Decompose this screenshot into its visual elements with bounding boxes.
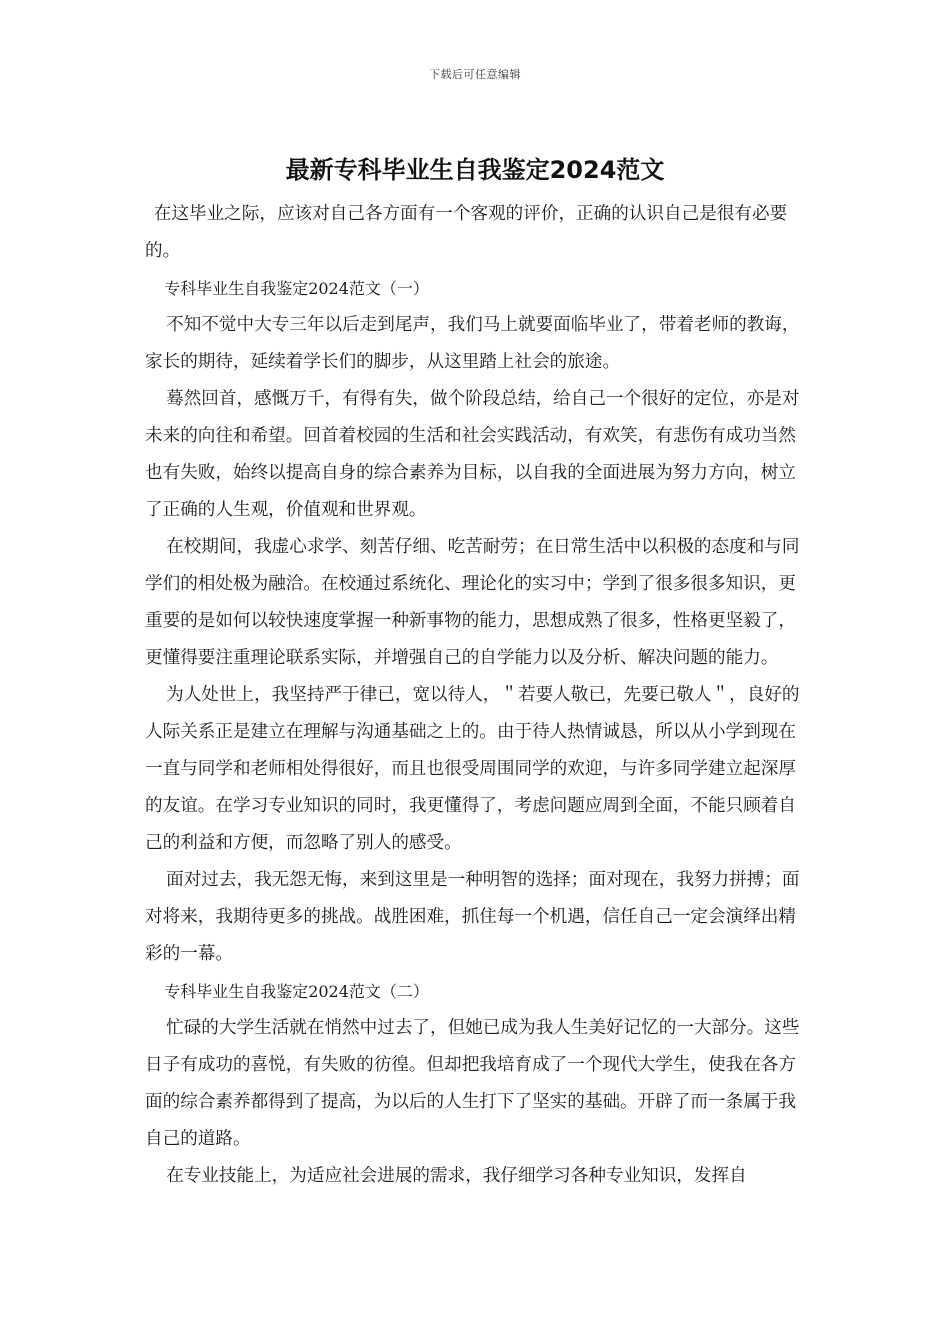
body-paragraph: 蓦然回首，感慨万千，有得有失，做个阶段总结，给自己一个很好的定位，亦是对未来的向往和希望。回首着校园的生活和社会实践活动，有欢笑，有悲伤有成功当然也有失败，始终以提高自身的综合素养为目标，以自我的全面进展为努力方向，树立了正确的人生观，价值观和世界观。	[145, 389, 800, 520]
intro-paragraph: 在这毕业之际，应该对自己各方面有一个客观的评价，正确的认识自己是很有必要的。	[145, 204, 788, 261]
body-paragraph: 不知不觉中大专三年以后走到尾声，我们马上就要面临毕业了，带着老师的教诲，家长的期待，延续着学长们的脚步，从这里踏上社会的旅途。	[145, 315, 800, 372]
body-paragraph: 忙碌的大学生活就在悄然中过去了，但她已成为我人生美好记忆的一大部分。这些日子有成功的喜悦，有失败的彷徨。但却把我培育成了一个现代大学生，使我在各方面的综合素养都得到了提高，为以后的人生打下了坚实的基础。开辟了而一条属于我自己的道路。	[145, 1018, 800, 1149]
section-heading-2: 专科毕业生自我鉴定2024范文（二）	[164, 982, 429, 1001]
body-paragraph: 面对过去，我无怨无悔，来到这里是一种明智的选择；面对现在，我努力拼搏；面对将来，我期待更多的挑战。战胜困难，抓住每一个机遇，信任自己一定会演绎出精彩的一幕。	[145, 870, 800, 964]
body-paragraph: 在校期间，我虚心求学、刻苦仔细、吃苦耐劳；在日常生活中以积极的态度和与同学们的相处极为融洽。在校通过系统化、理论化的实习中；学到了很多很多知识，更重要的是如何以较快速度掌握一种新事物的能力，思想成熟了很多，性格更坚毅了，更懂得要注重理论联系实际，并增强自己的自学能力以及分析、解决问题的能力。	[145, 537, 800, 668]
body-paragraph: 在专业技能上，为适应社会进展的需求，我仔细学习各种专业知识，发挥自	[166, 1166, 747, 1186]
section-heading-1: 专科毕业生自我鉴定2024范文（一）	[164, 279, 429, 298]
document-title: 最新专科毕业生自我鉴定2024范文	[285, 156, 665, 184]
document-body	[145, 196, 813, 1195]
header-note: 下载后可任意编辑	[429, 68, 521, 81]
body-paragraph: 为人处世上，我坚持严于律已，宽以待人，＂若要人敬已，先要已敬人＂，良好的人际关系正是建立在理解与沟通基础之上的。由于待人热情诚恳，所以从小学到现在一直与同学和老师相处得很好，而且也很受周围同学的欢迎，与许多同学建立起深厚的友谊。在学习专业知识的同时，我更懂得了，考虑问题应周到全面，不能只顾着自己的利益和方便，而忽略了别人的感受。	[145, 685, 800, 853]
